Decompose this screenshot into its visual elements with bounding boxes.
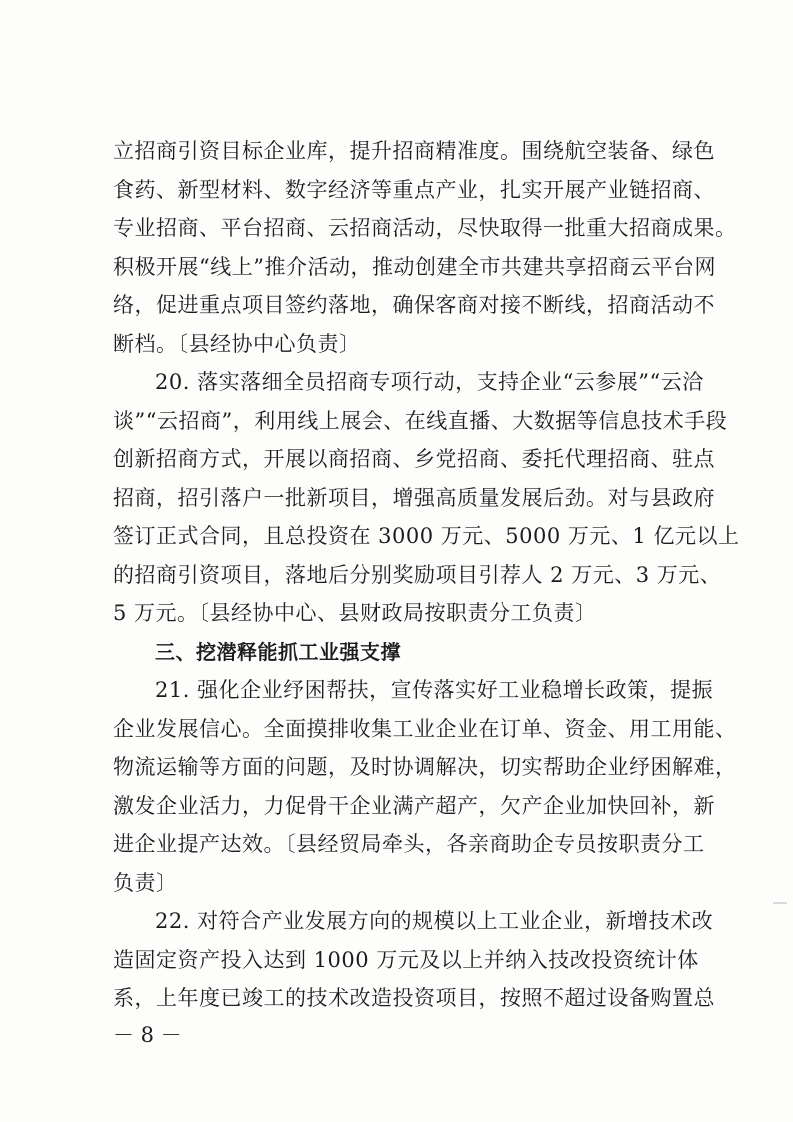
paragraph-line: 的招商引资项目，落地后分别奖励项目引荐人 2 万元、3 万元、 — [113, 563, 722, 587]
paragraph-line: 络，促进重点项目签约落地，确保客商对接不断线，招商活动不 — [113, 293, 715, 317]
paragraph-line: 企业发展信心。全面摸排收集工业企业在订单、资金、用工用能、 — [113, 717, 737, 741]
scan-mark — [773, 902, 787, 904]
paragraph-line: 谈”“云招商”，利用线上展会、在线直播、大数据等信息技术手段 — [113, 409, 728, 433]
paragraph-line: 21. 强化企业纾困帮扶，宣传落实好工业稳增长政策，提振 — [155, 678, 714, 702]
paragraph-line: 造固定资产投入达到 1000 万元及以上并纳入技改投资统计体 — [113, 948, 699, 972]
paragraph-line: 积极开展“线上”推介活动，推动创建全市共建共享招商云平台网 — [113, 255, 716, 279]
paragraph-line: 签订正式合同，且总投资在 3000 万元、5000 万元、1 亿元以上 — [113, 524, 740, 548]
paragraph-line: 5 万元。〔县经协中心、县财政局按职责分工负责〕 — [113, 601, 597, 625]
paragraph-line: 创新招商方式，开展以商招商、乡党招商、委托代理招商、驻点 — [113, 447, 715, 471]
paragraph-line: 22. 对符合产业发展方向的规模以上工业企业，新增技术改 — [155, 909, 714, 933]
paragraph-line: 激发企业活力，力促骨干企业满产超产，欠产企业加快回补，新 — [113, 794, 715, 818]
paragraph-line: 物流运输等方面的问题，及时协调解决，切实帮助企业纾困解难， — [113, 755, 737, 779]
paragraph-line: 食药、新型材料、数字经济等重点产业，扎实开展产业链招商、 — [113, 178, 715, 202]
section-heading: 三、挖潜释能抓工业强支撑 — [155, 640, 401, 664]
paragraph-line: 负责〕 — [113, 871, 178, 895]
paragraph-line: 断档。〔县经协中心负责〕 — [113, 332, 361, 356]
page-number: － 8 － — [113, 1023, 182, 1047]
paragraph-line: 招商，招引落户一批新项目，增强高质量发展后劲。对与县政府 — [113, 486, 715, 510]
paragraph-line: 立招商引资目标企业库，提升招商精准度。围绕航空装备、绿色 — [113, 139, 715, 163]
paragraph-line: 系，上年度已竣工的技术改造投资项目，按照不超过设备购置总 — [113, 986, 715, 1010]
paragraph-line: 专业招商、平台招商、云招商活动，尽快取得一批重大招商成果。 — [113, 216, 737, 240]
paragraph-line: 20. 落实落细全员招商专项行动，支持企业“云参展”“云洽 — [155, 370, 704, 394]
paragraph-line: 进企业提产达效。〔县经贸局牵头，各亲商助企专员按职责分工 — [113, 832, 705, 856]
